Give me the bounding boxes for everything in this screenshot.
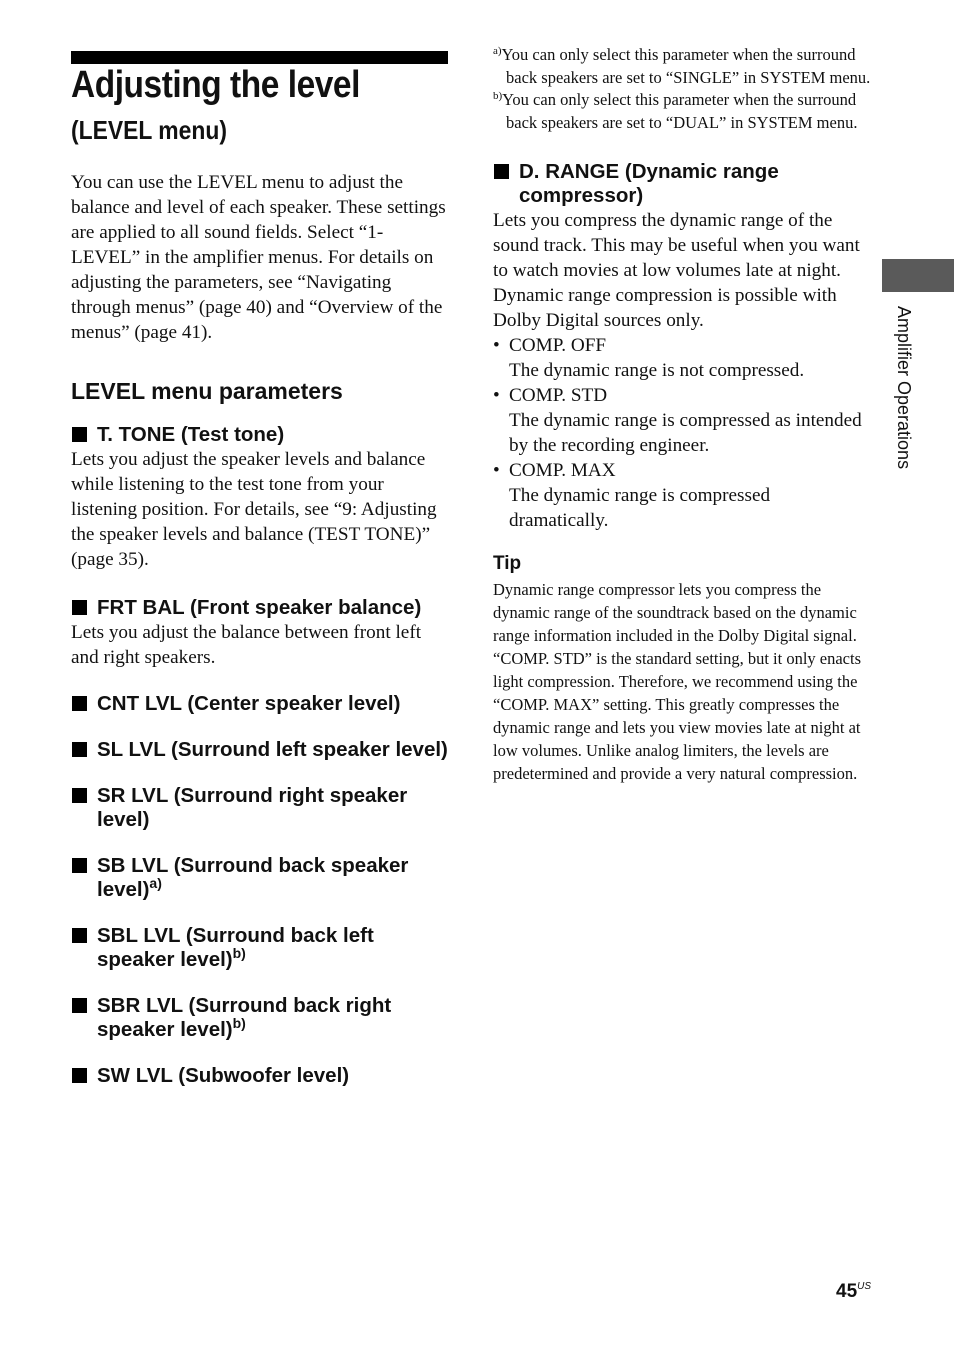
page-region-suffix: US — [857, 1281, 872, 1292]
param-heading-frt-bal: FRT BAL (Front speaker balance) — [71, 596, 451, 620]
param-heading-sl-lvl: SL LVL (Surround left speaker level) — [71, 738, 451, 762]
square-bullet-icon — [72, 427, 87, 442]
bullet-icon: • — [493, 460, 500, 481]
page-title: Adjusting the level — [71, 64, 360, 106]
right-column — [493, 44, 873, 785]
param-body-t-tone: Lets you adjust the speaker levels and balance while listening to the test tone from your listening position. For details, see “9: Adjusting the speaker levels and balance (TEST TONE)” (page 35). — [71, 449, 437, 570]
square-bullet-icon — [72, 788, 87, 803]
list-item: • COMP. OFF The dynamic range is not compressed. — [493, 335, 805, 381]
page-number: $45^{US}$ — [836, 1281, 872, 1302]
tip-paragraph-1: Dynamic range compressor lets you compress the dynamic range of the soundtrack based on the dynamic range information included in the Dolby Digital signal. — [493, 580, 857, 645]
list-item: • COMP. MAX The dynamic range is compressed dramatically. — [493, 460, 771, 531]
param-heading-sbl-lvl: SBL LVL (Surround back left speaker level)$^{b)}$ — [71, 924, 451, 972]
param-heading-sr-lvl: SR LVL (Surround right speaker level) — [71, 784, 451, 832]
footnote-mark: a) — [149, 875, 162, 892]
square-bullet-icon — [72, 998, 87, 1013]
param-heading-d-range: D. RANGE (Dynamic range compressor) — [493, 160, 873, 208]
param-body-frt-bal: Lets you adjust the balance between front left and right speakers. — [71, 622, 422, 668]
footnote-mark: b) — [232, 1015, 246, 1032]
square-bullet-icon — [494, 164, 509, 179]
square-bullet-icon — [72, 696, 87, 711]
chapter-tab — [882, 259, 954, 292]
square-bullet-icon — [72, 600, 87, 615]
square-bullet-icon — [72, 742, 87, 757]
page-subtitle: (LEVEL menu) — [71, 115, 227, 145]
title-rule — [71, 51, 448, 64]
footnote-mark: b) — [232, 945, 246, 962]
footnote-b: $^{b)}$You can only select this parameter when the surround back speakers are set to “DUAL” in SYSTEM menu. — [493, 90, 858, 132]
square-bullet-icon — [72, 1068, 87, 1083]
tip-paragraph-2: “COMP. STD” is the standard setting, but it only enacts light compression. Therefore, we recommend using the “COMP. MAX” setting. This greatly compresses the dynamic range and lets you view movies late at night at low volumes. Unlike analog limiters, the levels are predetermined and provide a very natural compression. — [493, 649, 862, 783]
section-title: LEVEL menu parameters — [71, 378, 343, 404]
param-heading-sbr-lvl: SBR LVL (Surround back right speaker level)$^{b)}$ — [71, 994, 451, 1042]
tip-title: Tip — [493, 553, 522, 574]
param-heading-sb-lvl: SB LVL (Surround back speaker level)$^{a)}$ — [71, 854, 451, 902]
bullet-icon: • — [493, 335, 500, 356]
square-bullet-icon — [72, 858, 87, 873]
footnote-a: $^{a)}$You can only select this parameter when the surround back speakers are set to “SINGLE” in SYSTEM menu. — [493, 45, 871, 87]
list-item: • COMP. STD The dynamic range is compressed as intended by the recording engineer. — [493, 385, 862, 456]
param-heading-cnt-lvl: CNT LVL (Center speaker level) — [71, 692, 451, 716]
param-heading-sw-lvl: SW LVL (Subwoofer level) — [71, 1064, 451, 1088]
bullet-icon: • — [493, 385, 500, 406]
param-body-d-range: Lets you compress the dynamic range of the sound track. This may be useful when you want to watch movies at low volumes late at night. Dynamic range compression is possible with Dolby Digital sources only. — [493, 210, 860, 331]
param-heading-t-tone: T. TONE (Test tone) — [71, 423, 451, 447]
intro-paragraph: You can use the LEVEL menu to adjust the balance and level of each speaker. These settings are applied to all sound fields. Select “1-LEVEL” in the amplifier menus. For details on adjusting the parameters, see “Navigating through menus” (page 40) and “Overview of the menus” (page 41). — [71, 172, 446, 343]
left-column — [71, 170, 451, 1088]
chapter-label: Amplifier Operations — [894, 306, 914, 470]
d-range-options — [493, 333, 873, 533]
square-bullet-icon — [72, 928, 87, 943]
